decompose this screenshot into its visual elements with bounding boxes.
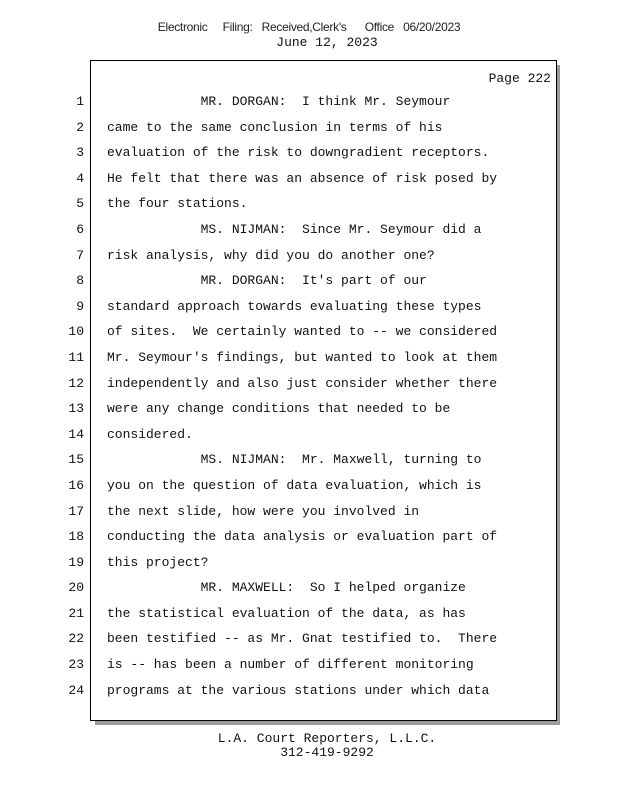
line-text: evaluation of the risk to downgradient receptors.	[107, 145, 490, 161]
line-text: MR. DORGAN: I think Mr. Seymour	[107, 94, 451, 109]
line-number: 13	[68, 401, 84, 417]
reporter-company: L.A. Court Reporters, L.L.C.	[217, 731, 437, 746]
line-text: Mr. Seymour's findings, but wanted to look at them	[107, 349, 498, 365]
line-text: came to the same conclusion in terms of his	[107, 119, 443, 135]
transcript-line	[0, 450, 618, 476]
transcript-line	[0, 399, 618, 425]
line-number: 12	[68, 375, 84, 391]
line-number: 14	[68, 426, 84, 442]
transcript-lines	[0, 92, 618, 706]
line-text: the next slide, how were you involved in	[107, 503, 420, 519]
line-number: 16	[68, 477, 84, 493]
line-text: MS. NIJMAN: Mr. Maxwell, turning to	[107, 452, 482, 468]
transcript-line	[0, 322, 618, 348]
line-number: 7	[76, 247, 84, 263]
line-text: standard approach towards evaluating these types	[107, 298, 482, 314]
transcript-line	[0, 476, 618, 502]
line-text: the four stations.	[107, 196, 248, 212]
transcript-line	[0, 527, 618, 553]
line-number: 10	[68, 324, 84, 340]
line-number: 18	[68, 529, 84, 545]
line-text: programs at the various stations under which data	[107, 682, 490, 698]
footer	[0, 732, 618, 760]
transcript-line	[0, 194, 618, 220]
transcript-line	[0, 578, 618, 604]
line-text: He felt that there was an absence of risk posed by	[107, 170, 498, 186]
line-text: conducting the data analysis or evaluation part of	[107, 529, 498, 545]
line-text: MS. NIJMAN: Since Mr. Seymour did a	[107, 221, 482, 237]
transcript-line	[0, 425, 618, 451]
transcript-line	[0, 297, 618, 323]
line-number: 9	[76, 298, 84, 314]
transcript-line	[0, 118, 618, 144]
transcript-line	[0, 502, 618, 528]
transcript-line	[0, 169, 618, 195]
line-number: 1	[76, 94, 84, 109]
transcript-line	[0, 604, 618, 630]
line-number: 21	[68, 605, 84, 621]
line-text: independently and also just consider whether there	[107, 375, 498, 391]
line-number: 8	[76, 273, 84, 289]
line-number: 3	[76, 145, 84, 161]
page-number: Page 222	[488, 71, 551, 86]
line-text: of sites. We certainly wanted to -- we considered	[107, 324, 498, 340]
line-text: MR. DORGAN: It's part of our	[107, 273, 427, 289]
line-text: you on the question of data evaluation, which is	[107, 477, 482, 493]
line-number: 5	[76, 196, 84, 212]
transcript-line	[0, 655, 618, 681]
line-text: MR. MAXWELL: So I helped organize	[107, 580, 466, 596]
line-text: is -- has been a number of different monitoring	[107, 657, 474, 673]
transcript-line	[0, 246, 618, 272]
transcript-line	[0, 374, 618, 400]
line-text: the statistical evaluation of the data, as has	[107, 605, 466, 621]
line-number: 2	[76, 119, 84, 135]
line-number: 4	[76, 170, 84, 186]
transcript-line	[0, 629, 618, 655]
reporter-phone: 312-419-9292	[280, 745, 374, 760]
line-number: 15	[68, 452, 84, 468]
line-number: 22	[68, 631, 84, 647]
line-text: were any change conditions that needed to be	[107, 401, 451, 417]
line-number: 23	[68, 657, 84, 673]
transcript-line	[0, 220, 618, 246]
line-text: this project?	[107, 554, 209, 570]
transcript-line	[0, 681, 618, 707]
line-number: 19	[68, 554, 84, 570]
line-number: 6	[76, 221, 84, 237]
line-number: 24	[68, 682, 84, 698]
line-number: 17	[68, 503, 84, 519]
line-number: 11	[68, 349, 84, 365]
line-number: 20	[68, 580, 84, 596]
transcript-date: June 12, 2023	[276, 35, 378, 50]
transcript-line	[0, 553, 618, 579]
line-text: considered.	[107, 426, 193, 442]
transcript-line	[0, 143, 618, 169]
filing-stamp: Electronic Filing: Received,Clerk's Office 06/20/2023	[157, 20, 461, 34]
line-text: risk analysis, why did you do another one?	[107, 247, 435, 263]
line-text: been testified -- as Mr. Gnat testified to. There	[107, 631, 498, 647]
transcript-line	[0, 348, 618, 374]
transcript-line	[0, 92, 618, 118]
transcript-line	[0, 271, 618, 297]
